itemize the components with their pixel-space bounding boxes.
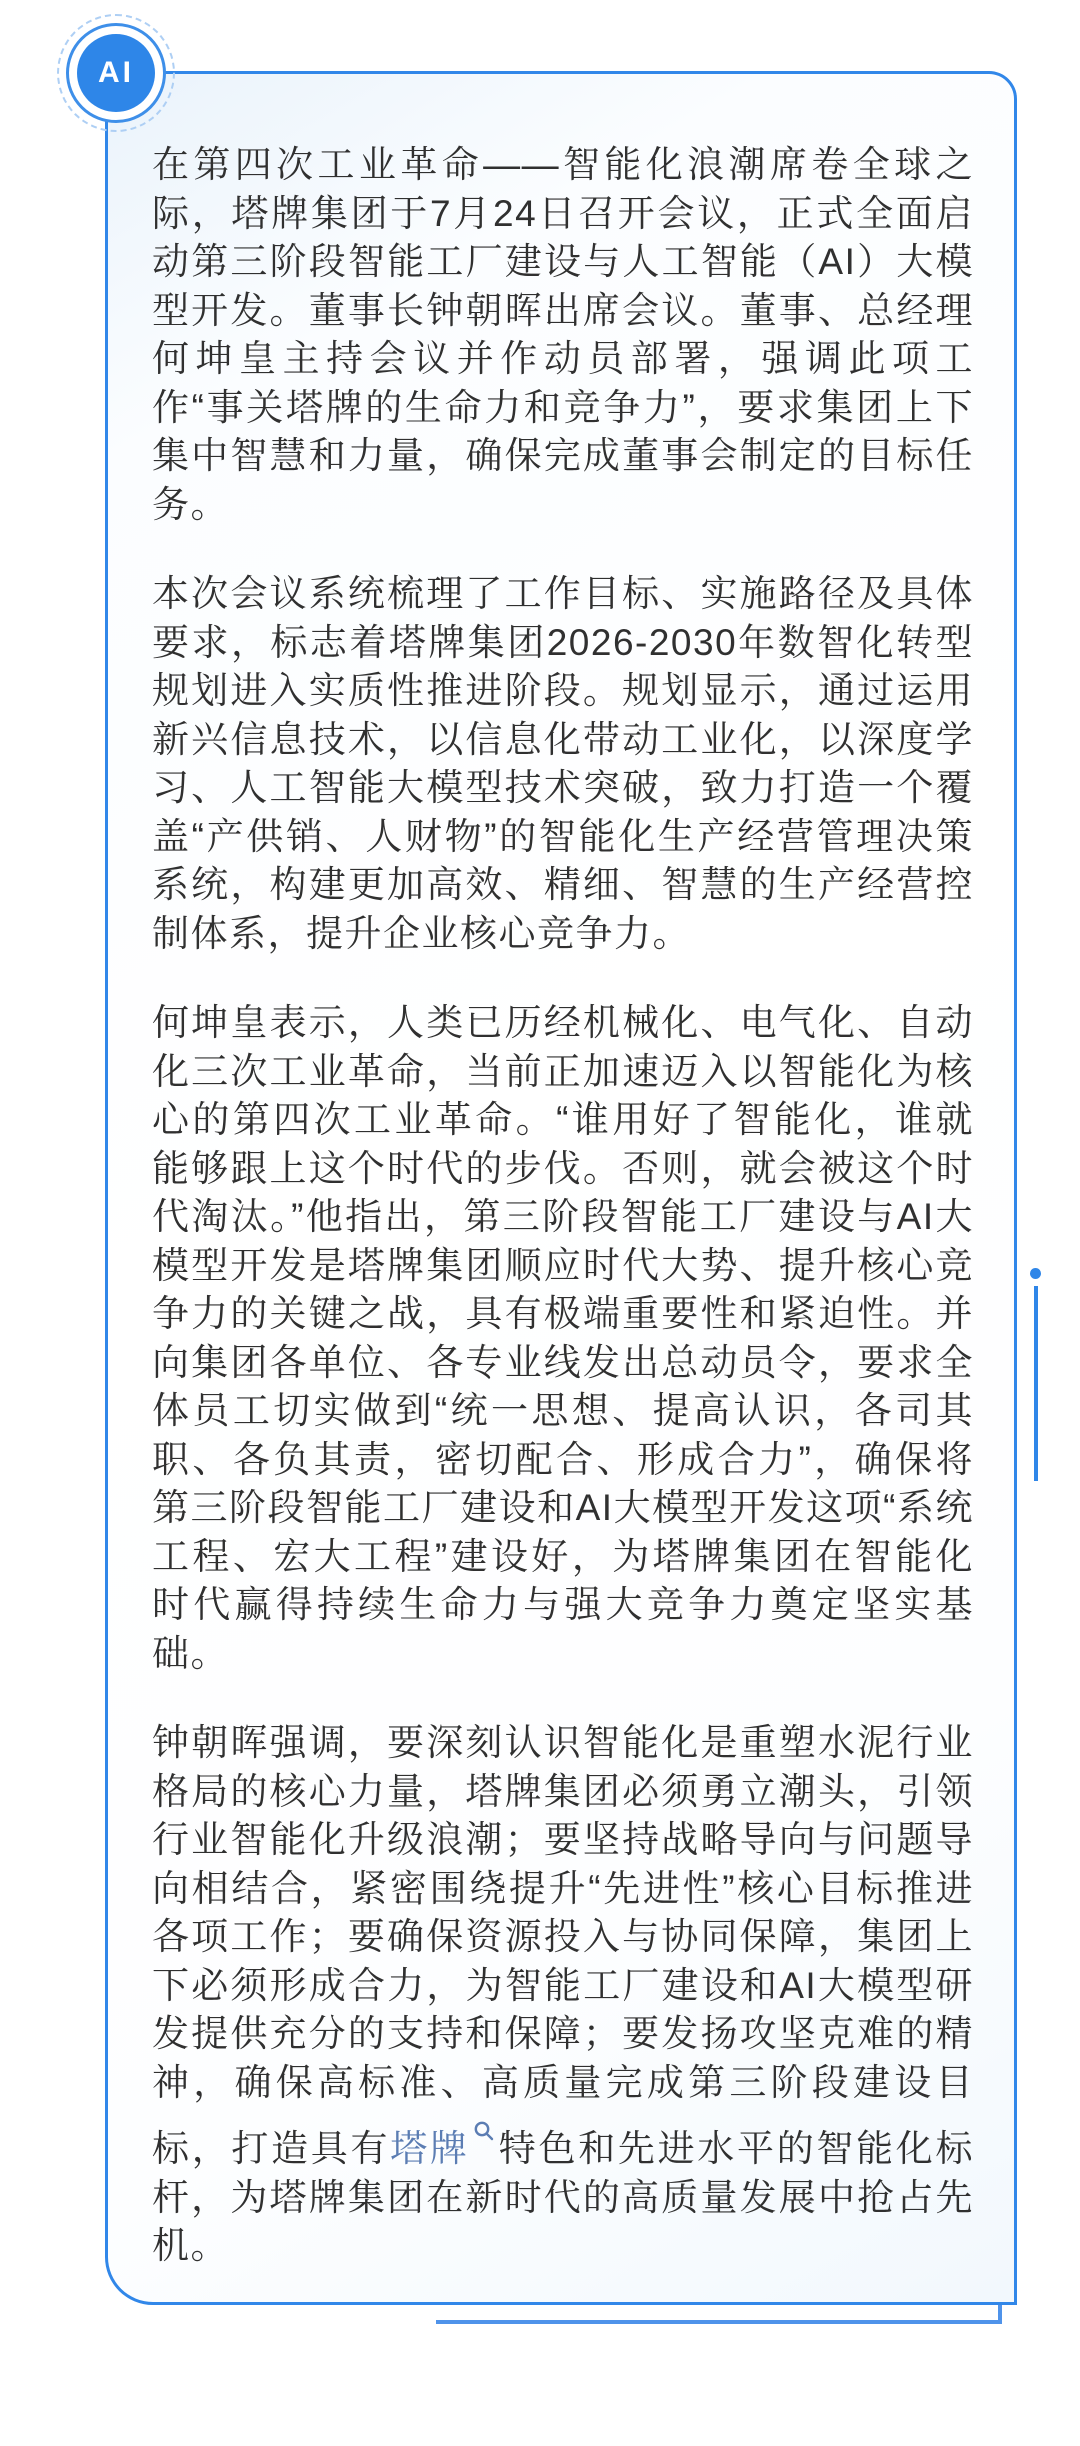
paragraph-text-after-link: 特色和先进水平的智能化标杆，为塔牌集团在新时代的高质量发展中抢占先机。 xyxy=(152,2128,975,2266)
message-paragraph: 在第四次工业革命——智能化浪潮席卷全球之际，塔牌集团于7月24日召开会议，正式全面启动第三阶段智能工厂建设与人工智能（AI）大模型开发。董事长钟朝晖出席会议。董事、总经理何坤皇主持会议并作动员部署，强调此项工作“事关塔牌的生命力和竞争力”，要求集团上下集中智慧和力量，确保完成董事会制定的目标任务。 xyxy=(152,144,974,525)
ai-avatar-ring xyxy=(66,23,166,123)
bubble-accent-line-vertical xyxy=(998,2305,1002,2324)
ai-avatar-badge xyxy=(77,34,155,112)
scroll-indicator[interactable] xyxy=(1028,1268,1044,1483)
message-text-block xyxy=(108,74,1014,2271)
search-icon xyxy=(472,2107,496,2156)
scroll-indicator-bar[interactable] xyxy=(1034,1286,1038,1481)
entity-link-label: 塔牌 xyxy=(390,2128,470,2169)
ai-avatar[interactable] xyxy=(57,14,175,132)
paragraph-text-before-link: 钟朝晖强调，要深刻认识智能化是重塑水泥行业格局的核心力量，塔牌集团必须勇立潮头，引领行业智能化升级浪潮；要坚持战略导向与问题导向相结合，紧密围绕提升“先进性”核心目标推进各项工作；要确保资源投入与协同保障，集团上下必须形成合力，为智能工厂建设和AI大模型研发提供充分的支持和保障；要发扬攻坚克难的精神，确保高标准、高质量完成第三阶段建设目标，打造具有 xyxy=(152,1722,974,2169)
ai-avatar-label: AI xyxy=(98,56,134,89)
tapai-entity-link[interactable] xyxy=(390,2128,497,2169)
message-paragraph: 何坤皇表示，人类已历经机械化、电气化、自动化三次工业革命，当前正加速迈入以智能化为核心的第四次工业革命。“谁用好了智能化，谁就能够跟上这个时代的步伐。否则，就会被这个时代淘汰。”他指出，第三阶段智能工厂建设与AI大模型开发是塔牌集团顺应时代大势、提升核心竞争力的关键之战，具有极端重要性和紧迫性。并向集团各单位、各专业线发出总动员令，要求全体员工切实做到“统一思想、提高认识，各司其职、各负其责，密切配合、形成合力”，确保将第三阶段智能工厂建设和AI大模型开发这项“系统工程、宏大工程”建设好，为塔牌集团在智能化时代赢得持续生命力与强大竞争力奠定坚实基础。 xyxy=(152,1002,974,1674)
message-paragraph: 本次会议系统梳理了工作目标、实施路径及具体要求，标志着塔牌集团2026-2030年数智化转型规划进入实质性推进阶段。规划显示，通过运用新兴信息技术，以信息化带动工业化，以深度学习、人工智能大模型技术突破，致力打造一个覆盖“产供销、人财物”的智能化生产经营管理决策系统，构建更加高效、精细、智慧的生产经营控制体系，提升企业核心竞争力。 xyxy=(152,573,974,954)
message-paragraph xyxy=(152,1719,974,2271)
bubble-accent-line-horizontal xyxy=(436,2320,1002,2324)
ai-message-bubble xyxy=(105,71,1017,2305)
scroll-indicator-dot[interactable] xyxy=(1030,1268,1041,1279)
